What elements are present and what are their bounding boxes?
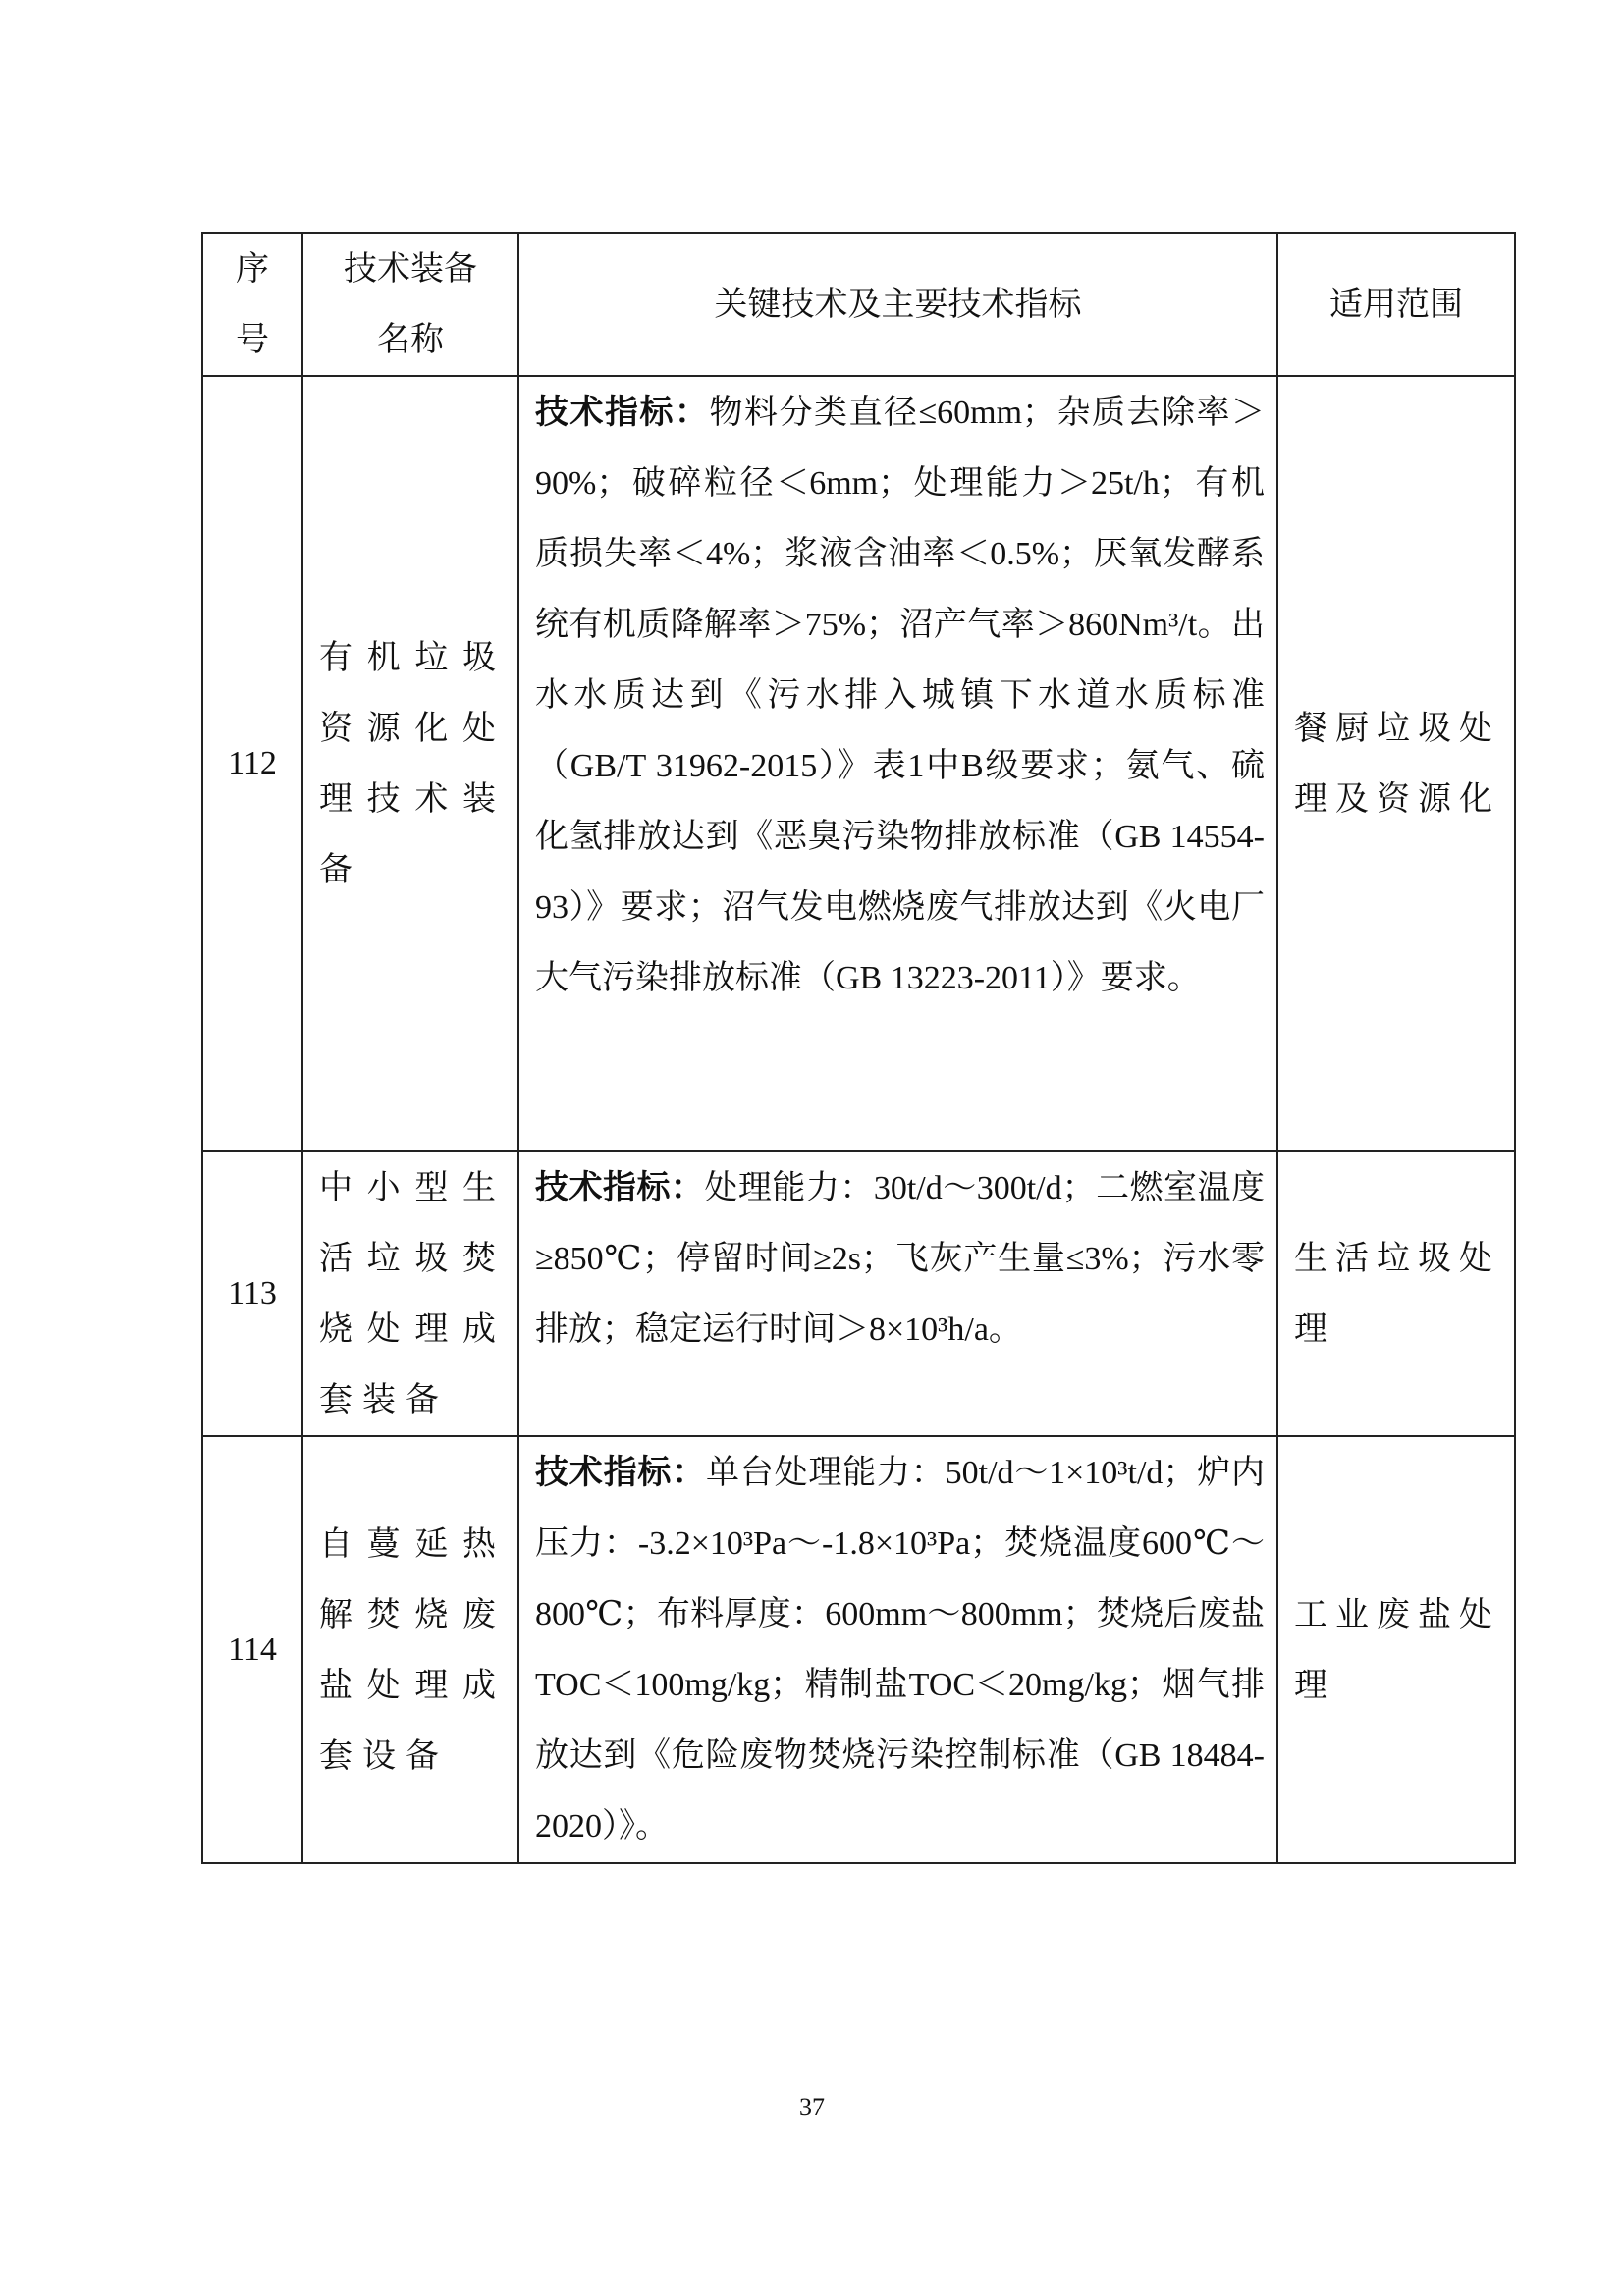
- header-equipment-name: 技术装备 名称: [302, 233, 518, 376]
- table-row: [202, 1151, 1515, 1436]
- row-technical-indicators: [518, 1151, 1277, 1436]
- row-equipment-name: 中小型生活垃圾焚烧处理成套装备: [302, 1151, 518, 1436]
- technology-equipment-table: [201, 232, 1516, 1864]
- indicator-label: 技术指标：: [535, 1168, 705, 1207]
- table-row: [202, 376, 1515, 1151]
- row-serial-number: 114: [202, 1436, 302, 1863]
- row-technical-indicators: [518, 1436, 1277, 1863]
- indicator-label: 技术指标：: [535, 393, 710, 432]
- page-number: 37: [799, 2093, 825, 2121]
- header-application-scope: 适用范围: [1277, 233, 1515, 376]
- row-equipment-name: 自蔓延热解焚烧废盐处理成套设备: [302, 1436, 518, 1863]
- header-key-technology: 关键技术及主要技术指标: [518, 233, 1277, 376]
- indicator-text: 单台处理能力：50t/d～1×10³t/d；炉内压力：-3.2×10³Pa～-1.8×10³Pa；焚烧温度600℃～800℃；布料厚度：600mm～800mm；焚烧后废盐TOC＜100mg/kg；精制盐TOC＜20mg/kg；烟气排放达到《危险废物焚烧污染控制标准（GB 18484-2020）》。: [535, 1455, 1265, 1844]
- row-application-scope: 工业废盐处理: [1277, 1436, 1515, 1863]
- row-technical-indicators: [518, 376, 1277, 1151]
- table-row: [202, 1436, 1515, 1863]
- table-header-row: [202, 233, 1515, 376]
- indicator-label: 技术指标：: [535, 1453, 707, 1492]
- header-serial-number: 序 号: [202, 233, 302, 376]
- indicator-text: 处理能力：30t/d～300t/d；二燃室温度≥850℃；停留时间≥2s；飞灰产生量≤3%；污水零排放；稳定运行时间＞8×10³h/a。: [535, 1170, 1265, 1348]
- row-serial-number: 112: [202, 376, 302, 1151]
- row-serial-number: 113: [202, 1151, 302, 1436]
- indicator-text: 物料分类直径≤60mm；杂质去除率＞90%；破碎粒径＜6mm；处理能力＞25t/h；有机质损失率＜4%；浆液含油率＜0.5%；厌氧发酵系统有机质降解率＞75%；沼产气率＞860Nm³/t。出水水质达到《污水排入城镇下水道水质标准（GB/T 31962-2015）》表1中B级要求；氨气、硫化氢排放达到《恶臭污染物排放标准（GB 14554-93）》要求；沼气发电燃烧废气排放达到《火电厂大气污染排放标准（GB 13223-2011）》要求。: [535, 395, 1265, 996]
- row-application-scope: 生活垃圾处理: [1277, 1151, 1515, 1436]
- row-equipment-name: 有机垃圾资源化处理技术装备: [302, 376, 518, 1151]
- row-application-scope: 餐厨垃圾处理及资源化: [1277, 376, 1515, 1151]
